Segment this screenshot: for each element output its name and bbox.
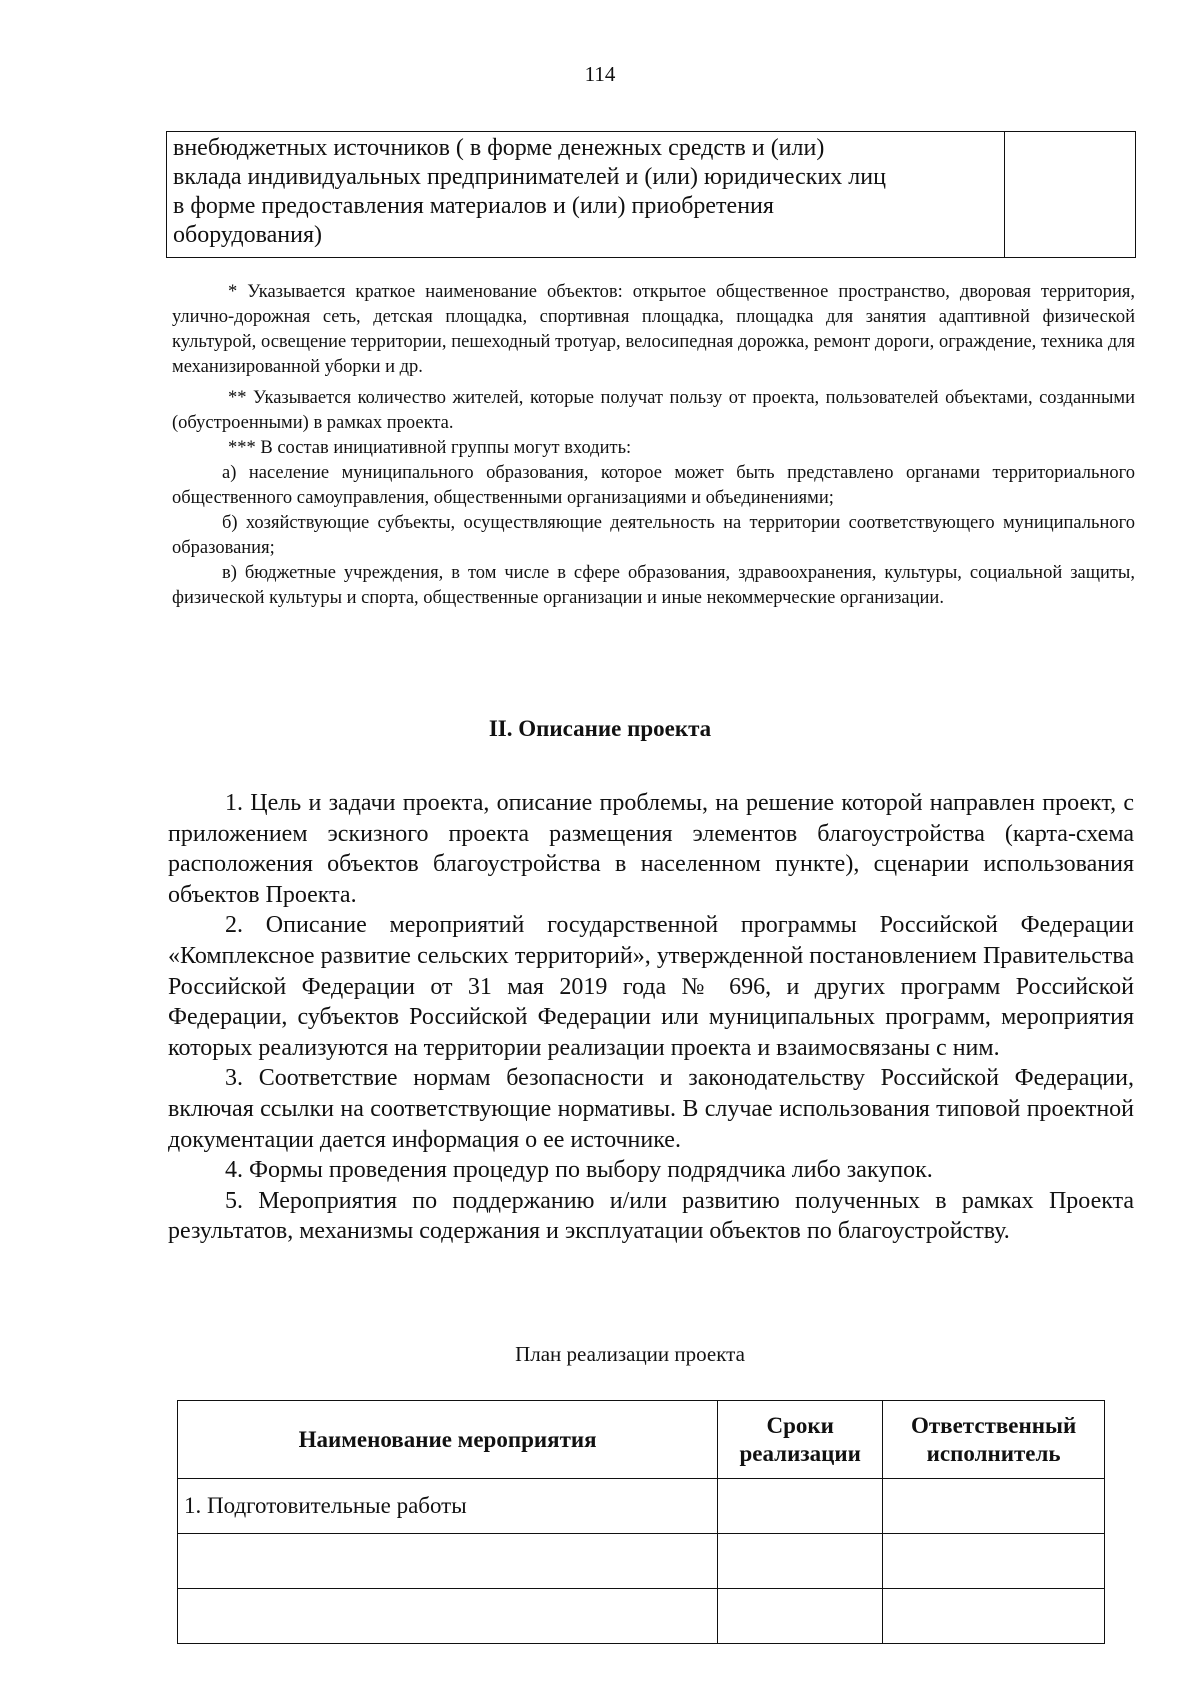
table-cell bbox=[883, 1589, 1105, 1644]
header-responsible bbox=[883, 1401, 1105, 1479]
funding-line: вклада индивидуальных предпринимателей и (или) юридических лиц bbox=[173, 164, 886, 190]
table-row bbox=[178, 1534, 1105, 1589]
funding-line: внебюджетных источников ( в форме денежных средств и (или) bbox=[173, 135, 825, 161]
header-deadlines-line1: Сроки bbox=[766, 1412, 834, 1438]
table-cell bbox=[718, 1479, 883, 1534]
funding-line: оборудования) bbox=[173, 222, 322, 248]
empty-value-cell bbox=[1005, 132, 1136, 258]
table-cell: 1. Подготовительные работы bbox=[178, 1479, 718, 1534]
footnotes bbox=[172, 280, 1135, 611]
header-responsible-line2: исполнитель bbox=[926, 1440, 1061, 1466]
header-activity: Наименование мероприятия bbox=[178, 1401, 718, 1479]
footnote-residents: ** Указывается количество жителей, которые получат пользу от проекта, пользователей объектами, созданными (обустроенными) в рамках проекта. bbox=[172, 388, 1135, 433]
table-cell bbox=[883, 1534, 1105, 1589]
header-deadlines bbox=[718, 1401, 883, 1479]
table-row bbox=[178, 1479, 1105, 1534]
paragraph-3: 3. Соответствие нормам безопасности и законодательству Российской Федерации, включая ссылки на соответствующие нормативы. В случае использования типовой проектной документации дается информация о ее источнике. bbox=[168, 1065, 1134, 1153]
plan-title: План реализации проекта bbox=[515, 1342, 745, 1366]
footnote-item-b: б) хозяйствующие субъекты, осуществляющие деятельность на территории соответствующего муниципального образования; bbox=[172, 513, 1135, 558]
funding-line: в форме предоставления материалов и (или) приобретения bbox=[173, 193, 774, 219]
continued-table bbox=[166, 131, 1136, 258]
table-cell bbox=[178, 1534, 718, 1589]
paragraph-5: 5. Мероприятия по поддержанию и/или развитию полученных в рамках Проекта результатов, механизмы содержания и эксплуатации объектов по благоустройству. bbox=[168, 1187, 1134, 1245]
table-cell bbox=[178, 1589, 718, 1644]
paragraph-1: 1. Цель и задачи проекта, описание проблемы, на решение которой направлен проект, с приложением эскизного проекта размещения элементов благоустройства (карта-схема расположения объектов благоустройства в населенном пункте), сценарии использования объектов Проекта. bbox=[168, 790, 1134, 908]
section-title: II. Описание проекта bbox=[488, 716, 712, 741]
plan-table bbox=[177, 1400, 1105, 1644]
footnote-item-c: в) бюджетные учреждения, в том числе в сфере образования, здравоохранения, культуры, социальной защиты, физической культуры и спорта, общественные организации и иные некоммерческие организации. bbox=[172, 563, 1135, 608]
project-description bbox=[168, 788, 1134, 1247]
footnote-objects: * Указывается краткое наименование объектов: открытое общественное пространство, дворовая территория, улично-дорожная сеть, детская площадка, спортивная площадка, площадка для занятия адаптивной физической культурой, освещение территории, пешеходный тротуар, велосипедная дорожка, ремонт дороги, ограждение, техника для механизированной уборки и др. bbox=[172, 282, 1135, 377]
footnote-group: *** В состав инициативной группы могут входить: bbox=[228, 438, 632, 458]
table-row bbox=[178, 1589, 1105, 1644]
paragraph-2: 2. Описание мероприятий государственной программы Российской Федерации «Комплексное развитие сельских территорий», утвержденной постановлением Правительства Российской Федерации от 31 мая 2019 года № 696, и других программ Российской Федерации, субъектов Российской Федерации или муниципальных программ, мероприятия которых реализуются на территории реализации проекта и взаимосвязаны с ним. bbox=[168, 912, 1134, 1061]
table-cell bbox=[883, 1479, 1105, 1534]
funding-source-cell bbox=[167, 132, 1005, 258]
table-cell bbox=[718, 1534, 883, 1589]
footnote-item-a: а) население муниципального образования, которое может быть представлено органами территориального общественного самоуправления, общественными организациями и объединениями; bbox=[172, 463, 1135, 508]
table-header-row bbox=[178, 1401, 1105, 1479]
header-deadlines-line2: реализации bbox=[739, 1440, 861, 1466]
header-responsible-line1: Ответственный bbox=[910, 1412, 1077, 1438]
page-number: 114 bbox=[584, 62, 616, 86]
table-cell bbox=[718, 1589, 883, 1644]
paragraph-4: 4. Формы проведения процедур по выбору подрядчика либо закупок. bbox=[225, 1157, 933, 1184]
